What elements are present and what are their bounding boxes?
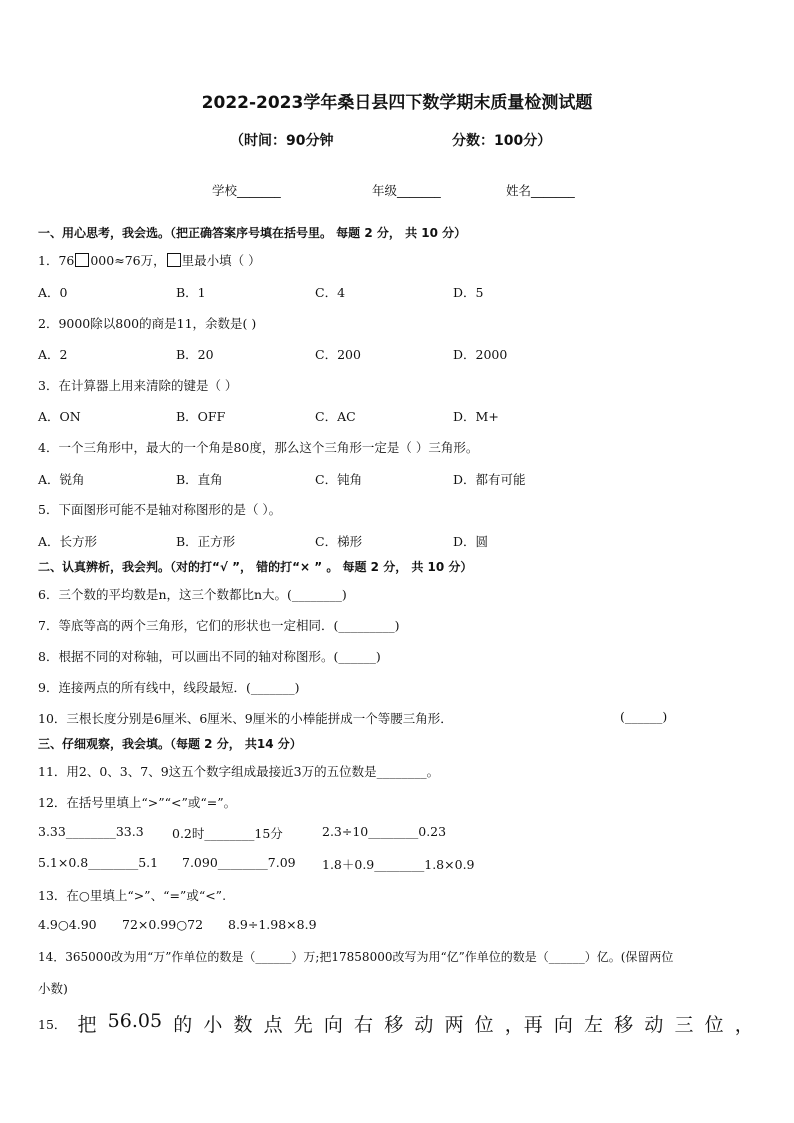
q12-item: 1.8＋0.9________1.8×0.9 [322,857,475,872]
q4-option-a: A．锐角 [38,472,85,487]
q5-option-b: B．正方形 [176,534,236,549]
question-13: 13．在○里填上“>”、“=”或“<”. [38,888,227,903]
question-6: 6．三个数的平均数是n，这三个数都比n大。(________) [38,587,347,602]
q2-option-b: B．20 [176,347,214,362]
q1-option-b: B．1 [176,285,206,300]
question-12: 12．在括号里填上“>”“<”或“=”。 [38,795,237,810]
q5-option-d: D．圆 [453,534,489,549]
q12-item: 2.3÷10________0.23 [322,824,447,839]
question-1: 1．76 000≈76万， 里最小填（ ） [38,253,261,268]
q10-answer-blank: (______) [620,709,668,724]
question-5: 5．下面图形可能不是轴对称图形的是（ ）。 [38,502,282,517]
q12-item: 7.090________7.09 [182,855,296,870]
page-title: 2022-2023学年桑日县四下数学期末质量检测试题 [201,93,593,113]
question-9: 9．连接两点的所有线中，线段最短．(_______) [38,680,300,695]
q3-option-d: D．M+ [453,409,499,424]
q2-option-d: D．2000 [453,347,508,362]
name-field: 姓名_______ [506,183,575,198]
q3-option-b: B．OFF [176,409,226,424]
q5-option-c: C．梯形 [315,534,363,549]
question-14-line-1: 14．365000改为用“万”作单位的数是（______）万;把17858000改写为用“亿”作单位的数是（______）亿。(保留两位 [38,950,674,964]
q4-option-d: D．都有可能 [453,472,526,487]
question-4: 4．一个三角形中，最大的一个角是80度，那么这个三角形一定是（ ）三角形。 [38,440,479,455]
question-11: 11．用2、0、3、7、9这五个数字组成最接近3万的五位数是________。 [38,764,440,779]
answer-box [75,253,89,267]
q12-item: 0.2时________15分 [172,826,283,841]
exam-score: 分数：100分） [452,133,552,149]
exam-time: （时间：90分钟 [230,133,334,149]
q1-option-d: D．5 [453,285,484,300]
question-10: 10．三根长度分别是6厘米、6厘米、9厘米的小棒能拼成一个等腰三角形． [38,711,453,726]
q13-item: 8.9÷1.98×8.9 [228,917,317,932]
q3-option-a: A．ON [38,409,81,424]
q5-option-a: A．长方形 [38,534,98,549]
q2-option-a: A．2 [38,347,68,362]
q13-item: 72×0.99○72 [122,917,204,932]
section-1-heading: 一、用心思考，我会选。（把正确答案序号填在括号里。 每题 2 分， 共 10 分） [38,226,467,240]
q1-option-a: A．0 [38,285,68,300]
q3-option-c: C．AC [315,409,356,424]
q1-option-c: C．4 [315,285,346,300]
question-3: 3．在计算器上用来清除的键是（ ） [38,378,238,393]
q2-option-c: C．200 [315,347,361,362]
question-14-line-2: 小数) [38,981,68,996]
question-2: 2．9000除以800的商是11，余数是( ) [38,316,257,331]
grade-field: 年级_______ [372,183,441,198]
q4-option-b: B．直角 [176,472,223,487]
question-15: 15． 把 56.05 的 小 数 点 先 向 右 移 动 两 位 ，再 向 左 移 动 三 位 ， [38,1010,754,1036]
q12-item: 3.33________33.3 [38,824,144,839]
answer-box [167,253,181,267]
question-7: 7．等底等高的两个三角形，它们的形状也一定相同．(_________) [38,618,400,633]
section-3-heading: 三、仔细观察，我会填。（每题 2 分， 共14 分） [38,737,302,751]
school-field: 学校_______ [212,183,281,198]
section-2-heading: 二、认真辨析，我会判。（对的打“√ ”， 错的打“× ” 。 每题 2 分， 共 10 分） [38,560,473,574]
question-8: 8．根据不同的对称轴，可以画出不同的轴对称图形。(______) [38,649,381,664]
q4-option-c: C．钝角 [315,472,363,487]
q13-item: 4.9○4.90 [38,917,97,932]
q12-item: 5.1×0.8________5.1 [38,855,159,870]
